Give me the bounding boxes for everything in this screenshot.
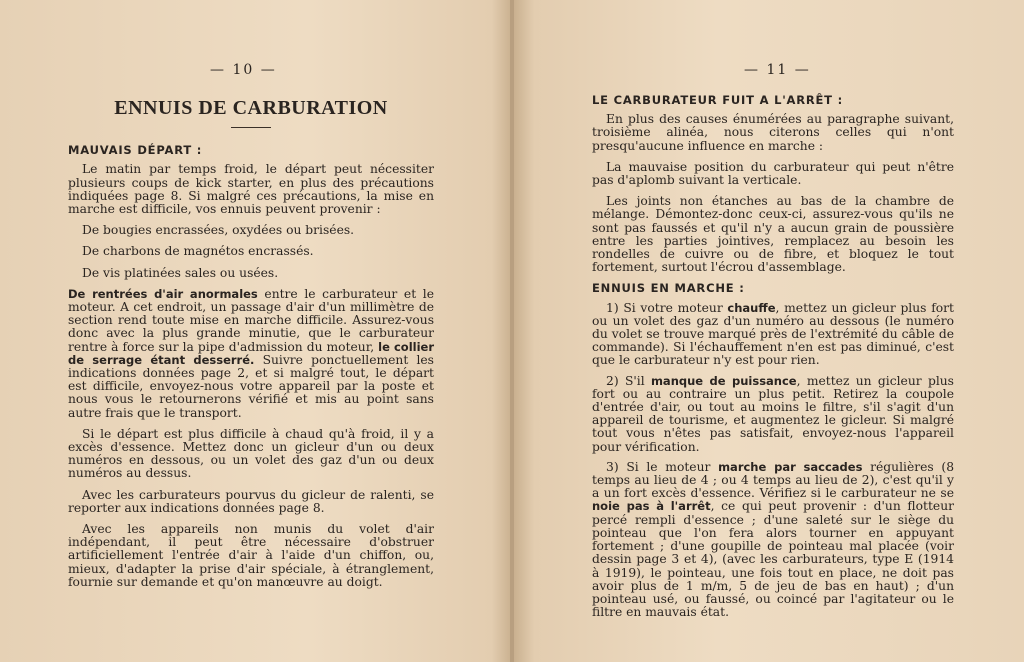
right-page-content <box>592 94 954 626</box>
item-saccades <box>592 461 954 619</box>
paragraph-ralenti: Avec les carburateurs pourvus du gicleur de ralenti, se reporter aux indications données page 8. <box>68 487 434 515</box>
bold-collier: le collier de serrage étant desserré. <box>68 339 434 367</box>
item-puissance <box>592 375 954 454</box>
page-number-left: — 10 — <box>210 62 277 78</box>
paragraph-causes: En plus des causes énumérées au paragraphe suivant, troisième alinéa, nous citerons celles qui n'ont presqu'aucune influence en marche : <box>592 112 954 153</box>
paragraph-position: La mauvaise position du carburateur qui peut n'être pas d'aplomb suivant la verticale. <box>592 159 954 188</box>
paragraph-rentrees-air <box>68 288 434 420</box>
section-heading-en-marche: ENNUIS EN MARCHE : <box>592 281 745 296</box>
paragraph-depart-chaud: Si le départ est plus difficile à chaud qu'à froid, il y a excès d'essence. Mettez donc un gicleur d'un ou deux numéros en dessous, ou un volet des gaz d'un ou deux numéros au dessus. <box>68 426 434 481</box>
item-saccades-text-c: régulières (8 temps au lieu de 4 ; ou 4 temps au lieu de 2), c'est qu'il y a un fort excès d'essence. Vérifiez si le carburateur ne se <box>592 459 955 501</box>
item-chauffe-text-a: 1) Si votre moteur <box>606 300 728 315</box>
text-rentrees-air-1: entre le carburateur et le moteur. A cet endroit, un passage d'air d'un millimètre de section rend toute mise en marche difficile. Assurez-vous donc avec la plus grande minutie, que le carburateur rentre à force sur la pipe d'admission du moteur, <box>68 286 434 354</box>
bold-saccades: marche par saccades <box>718 459 863 474</box>
item-puissance-text-c: , mettez un gicleur plus fort ou au contraire un plus petit. Retirez la coupole d'entrée d'air, ou tout au moins le filtre, s'il s'agit d'un appareil de tourisme, et augmentez le gicleur. Si malgré tout vous n'êtes pas satisfait, envoyez-nous l'appareil pour vérification. <box>592 373 954 454</box>
left-page-content <box>68 96 434 597</box>
chapter-title: ENNUIS DE CARBURATION <box>114 97 388 119</box>
title-rule <box>231 127 271 128</box>
right-page <box>514 0 1024 662</box>
bold-puissance: manque de puissance <box>650 373 797 388</box>
page-number-right: — 11 — <box>744 62 811 78</box>
bold-noie: noie pas à l'arrêt <box>592 499 711 514</box>
item-chauffe-text-c: , mettez un gicleur plus fort ou un volet des gaz d'un numéro au dessous (le numéro du volet se trouve marqué près de l'extrémité du câble de commande). Si l'échauffement n'en est pas diminué, c'est que le carburateur n'y est pour rien. <box>592 300 954 368</box>
item-saccades-text-a: 3) Si le moteur <box>606 459 719 474</box>
bold-chauffe: chauffe <box>727 300 776 315</box>
paragraph-volet-air: Avec les appareils non munis du volet d'air indépendant, il peut être nécessaire d'obstruer artificiellement l'entrée d'air à l'aide d'un chiffon, ou, mieux, d'adapter la prise d'air spéciale, à étranglement, fournie sur demande et qu'on manœuvre au doigt. <box>68 522 434 589</box>
list-item-bougies: De bougies encrassées, oxydées ou brisées. <box>82 223 355 238</box>
section-heading-mauvais-depart: MAUVAIS DÉPART : <box>68 143 203 158</box>
item-puissance-text-a: 2) S'il <box>606 373 651 388</box>
list-item-charbons: De charbons de magnétos encrassés. <box>82 244 314 259</box>
item-chauffe <box>592 302 954 368</box>
item-saccades-text-e: , ce qui peut provenir : d'un flotteur percé rempli d'essence ; d'une saleté sur le siège du pointeau que l'on fera alors tourner en appuyant fortement ; d'une goupille de pointeau mal placée (voir dessin page 3 et 4), (avec les carburateurs, type E (1914 à 1919), le pointeau, une fois tout en place, ne doit pas avoir plus de 1 m/m, 5 de jeu de bas en haut) ; d'un pointeau usé, ou faussé, ou coincé par l'agitateur ou le filtre en mauvais état. <box>592 499 954 620</box>
paragraph-intro: Le matin par temps froid, le départ peut nécessiter plusieurs coups de kick starter, en plus des précautions indiquées page 8. Si malgré ces précautions, la mise en marche est difficile, vos ennuis peuvent provenir : <box>68 162 434 217</box>
paragraph-joints: Les joints non étanches au bas de la chambre de mélange. Démontez-donc ceux-ci, assurez-vous qu'ils ne sont pas faussés et qu'il n'y a aucun grain de poussière entre les parties jointives, remplacez au besoin les rondelles de cuivre ou de fibre, et bloquez le tout fortement, surtout l'écrou d'assemblage. <box>592 194 954 275</box>
bold-rentrees-air: De rentrées d'air anormales <box>68 286 258 301</box>
list-item-vis: De vis platinées sales ou usées. <box>82 265 279 280</box>
text-rentrees-air-2: Suivre ponctuellement les indications données page 2, et si malgré tout, le départ est difficile, envoyez-nous votre appareil par la poste et nous vous le retournerons vérifié et mis au point sans autre frais que le transport. <box>68 352 434 420</box>
section-heading-fuite: LE CARBURATEUR FUIT A L'ARRÊT : <box>592 93 844 107</box>
